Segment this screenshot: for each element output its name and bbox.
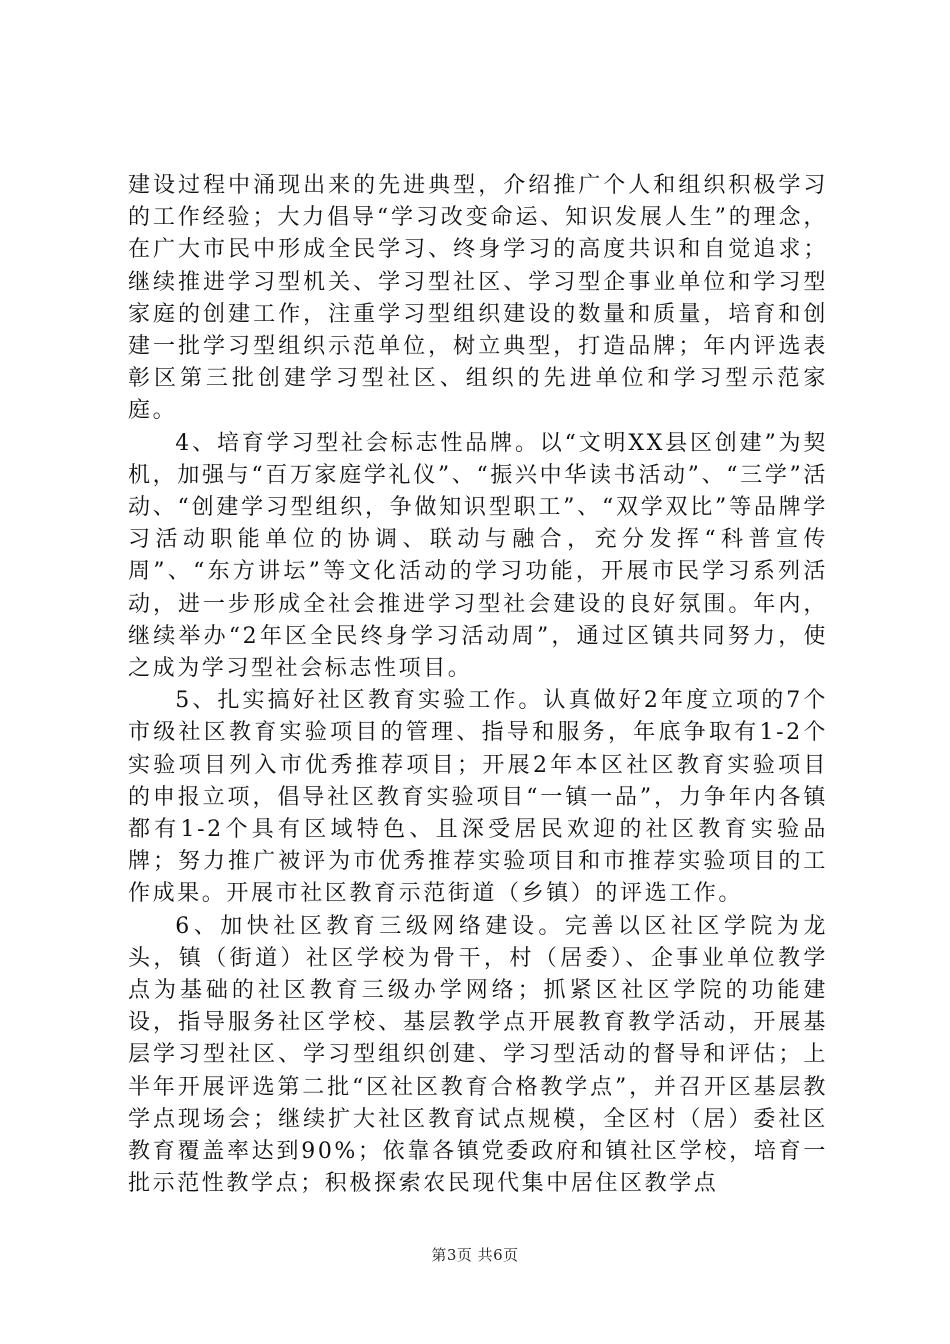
paragraph-item-4: 4、培育学习型社会标志性品牌。以“文明XX县区创建”为契机，加强与“百万家庭学礼仪”、“振兴中华读书活动”、“三学”活动、“创建学习型组织，争做知识型职工”、“双学双比”等品牌学习活动职能单位的协调、联动与融合，充分发挥“科普宣传周”、“东方讲坛”等文化活动的学习功能，开展市民学习系列活动，进一步形成全社会推进学习型社会建设的良好氛围。年内，继续举办“2年区全民终身学习活动周”，通过区镇共同努力，使之成为学习型社会标志性项目。 bbox=[128, 430, 828, 682]
paragraph-item-5: 5、扎实搞好社区教育实验工作。认真做好2年度立项的7个市级社区教育实验项目的管理、指导和服务，年底争取有1-2个实验项目列入市优秀推荐项目；开展2年本区社区教育实验项目的申报立项，倡导社区教育实验项目“一镇一品”，力争年内各镇都有1-2个具有区域特色、且深受居民欢迎的社区教育实验品牌；努力推广被评为市优秀推荐实验项目和市推荐实验项目的工作成果。开展市社区教育示范街道（乡镇）的评选工作。 bbox=[128, 688, 828, 907]
paragraph-item-6: 6、加快社区教育三级网络建设。完善以区社区学院为龙头，镇（街道）社区学校为骨干，村（居委）、企事业单位教学点为基础的社区教育三级办学网络；抓紧区社区学院的功能建设，指导服务社区学校、基层教学点开展教育教学活动，开展基层学习型社区、学习型组织创建、学习型活动的督导和评估；上半年开展评选第二批“区社区教育合格教学点”，并召开区基层教学点现场会；继续扩大社区教育试点规模，全区村（居）委社区教育覆盖率达到90%；依靠各镇党委政府和镇社区学校，培育一批示范性教学点；积极探索农民现代集中居住区教学点 bbox=[128, 913, 828, 1197]
document-body bbox=[128, 170, 828, 1201]
page-number-footer: 第3页 共6页 bbox=[431, 1246, 519, 1264]
paragraph-continued: 建设过程中涌现出来的先进典型，介绍推广个人和组织积极学习的工作经验；大力倡导“学习改变命运、知识发展人生”的理念，在广大市民中形成全民学习、终身学习的高度共识和自觉追求；继续推进学习型机关、学习型社区、学习型企事业单位和学习型家庭的创建工作，注重学习型组织建设的数量和质量，培育和创建一批学习型组织示范单位，树立典型，打造品牌；年内评选表彰区第三批创建学习型社区、组织的先进单位和学习型示范家庭。 bbox=[128, 173, 828, 424]
